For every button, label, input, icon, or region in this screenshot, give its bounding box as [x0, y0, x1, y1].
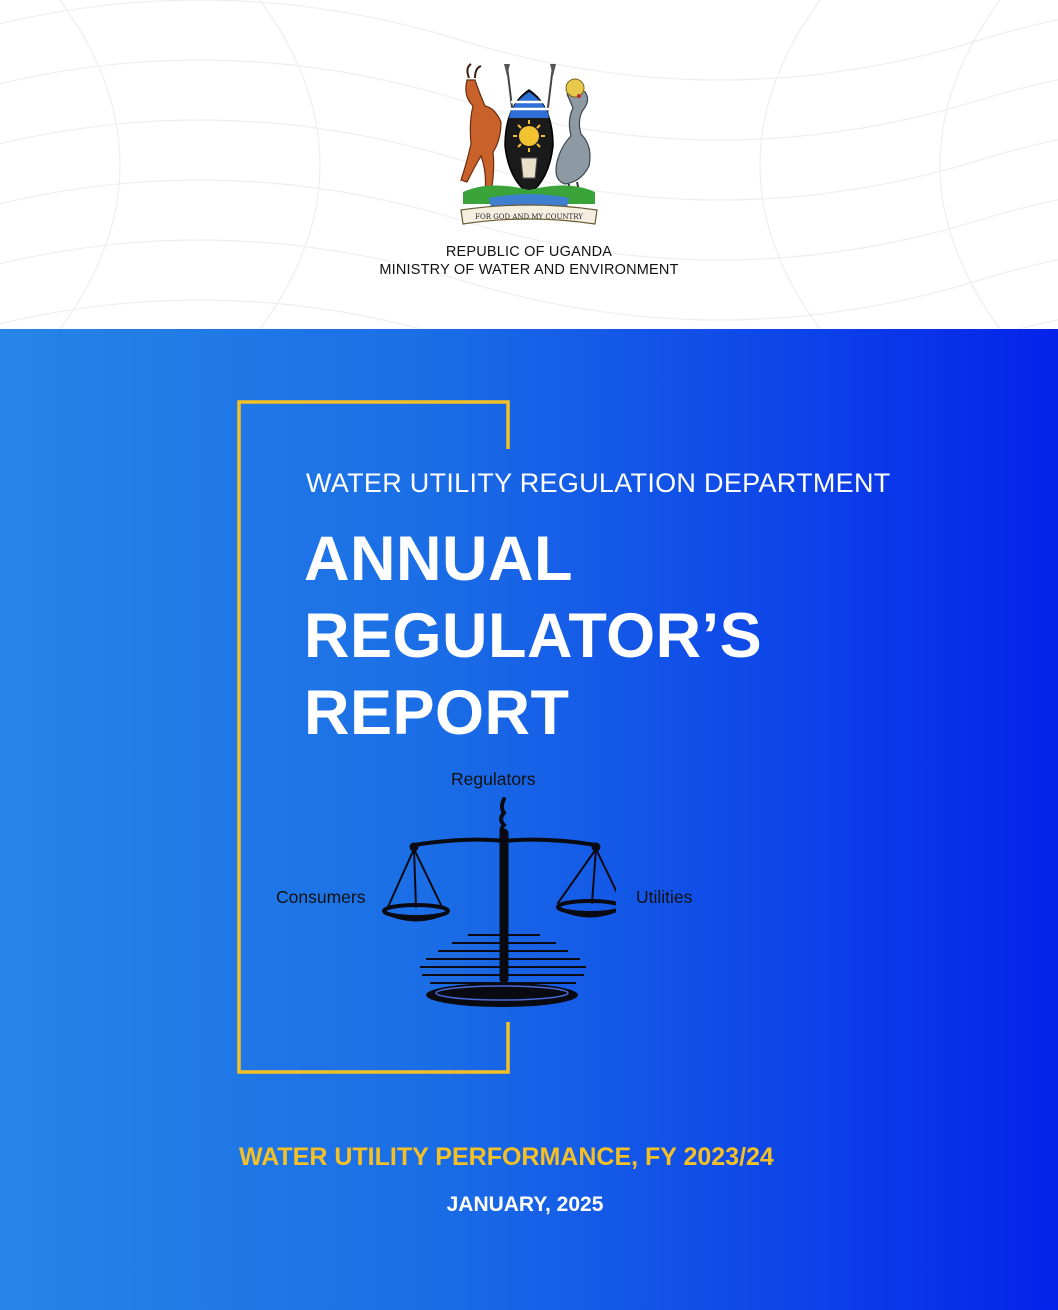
cover-panel — [0, 329, 1058, 1310]
department-title: WATER UTILITY REGULATION DEPARTMENT — [306, 468, 891, 498]
report-date: JANUARY, 2025 — [446, 1193, 604, 1216]
republic-label: REPUBLIC OF UGANDA — [445, 244, 613, 260]
ministry-label: MINISTRY OF WATER AND ENVIRONMENT — [379, 262, 679, 278]
report-title-line: REGULATOR’S — [304, 601, 763, 671]
report-title-line: REPORT — [304, 678, 570, 748]
balance-scale-icon — [376, 797, 616, 1019]
consumers-label: Consumers — [276, 887, 366, 907]
report-subtitle: WATER UTILITY PERFORMANCE, FY 2023/24 — [239, 1143, 774, 1171]
svg-text:FOR GOD AND MY COUNTRY: FOR GOD AND MY COUNTRY — [475, 213, 583, 221]
header-band — [0, 0, 1058, 329]
regulators-label: Regulators — [451, 769, 536, 789]
coat-of-arms-icon — [449, 62, 609, 230]
report-title — [304, 521, 762, 752]
utilities-label: Utilities — [636, 887, 693, 907]
report-title-line: ANNUAL — [304, 524, 573, 594]
